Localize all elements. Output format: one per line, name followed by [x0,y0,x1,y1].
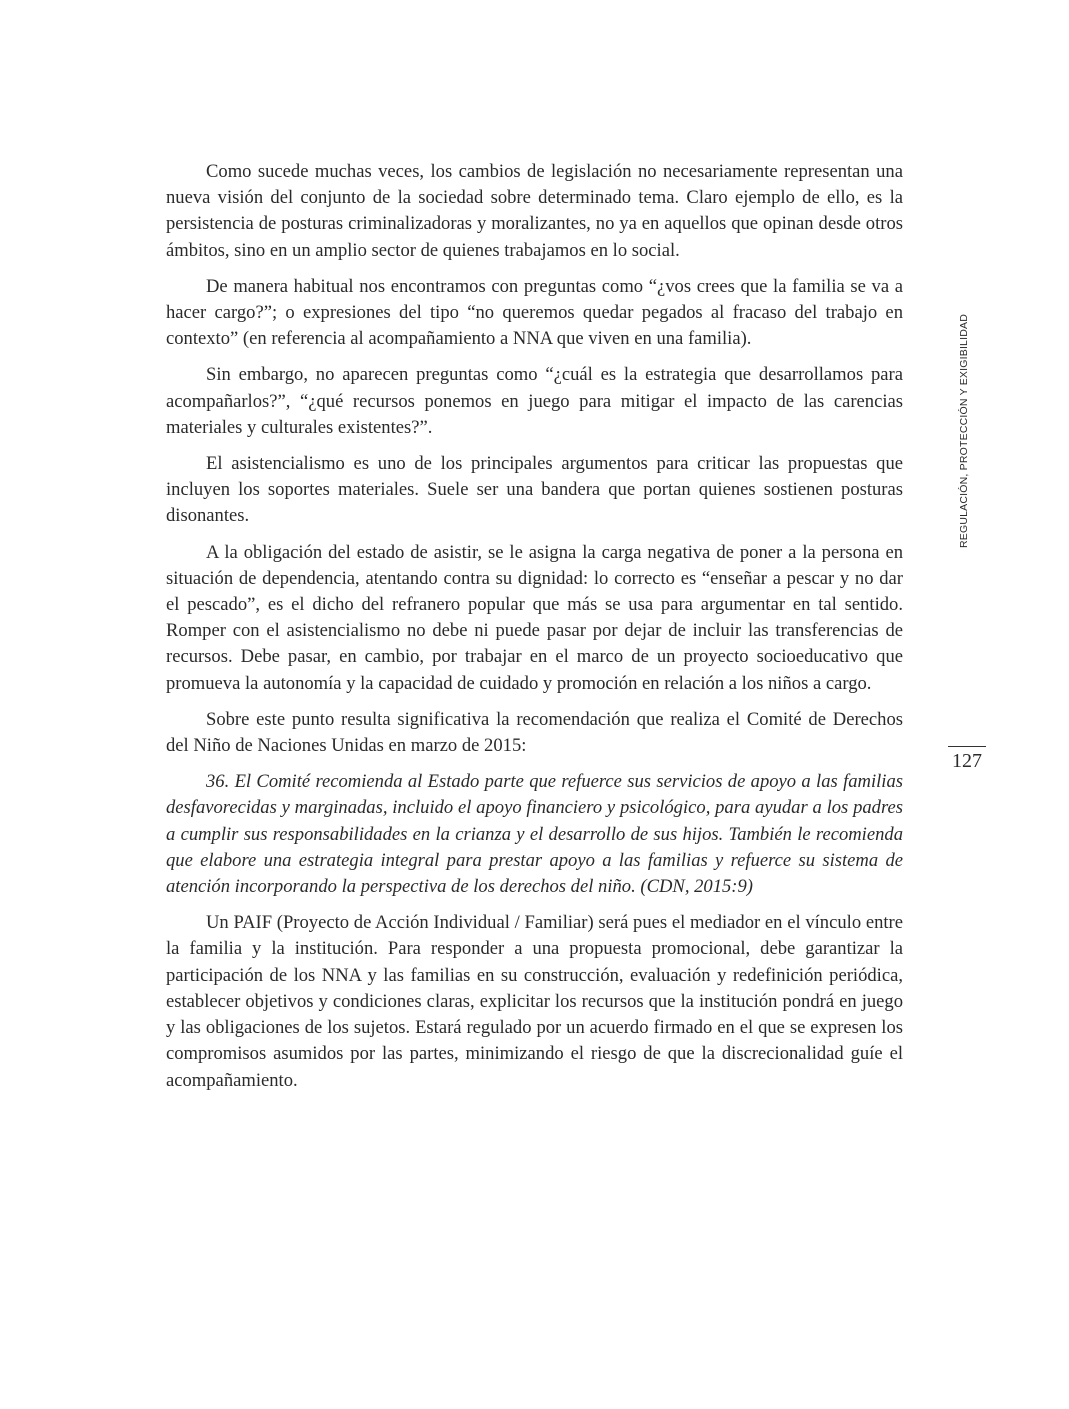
body-text [166,159,903,1104]
paragraph-legislation: Como sucede muchas veces, los cambios de legislación no necesariamente representan una nueva visión del conjunto de la sociedad sobre determinado tema. Claro ejemplo de ello, es la persistencia de posturas criminalizadoras y moralizantes, no ya en aquellos que opinan desde otros ámbitos, sino en un amplio sector de quienes trabajamos en lo social. [166,161,903,261]
paragraph-asistencialismo: El asistencialismo es uno de los principales argumentos para criticar las propuestas que incluyen los soportes materiales. Suele ser una bandera que portan quienes sostienen posturas disonantes. [166,453,903,527]
paragraph-paif: Un PAIF (Proyecto de Acción Individual / Familiar) será pues el mediador en el vínculo entre la familia y la institución. Para responder a una propuesta promocional, debe garantizar la participación de los NNA y las familias en su construcción, evaluación y redefinición periódica, establecer objetivos y condiciones claras, explicitar los recursos que la institución pondrá en juego y las obligaciones de los sujetos. Estará regulado por un acuerdo firmado en el que se expresen los compromisos asumidos por las partes, minimizando el riesgo de que la discrecionalidad guíe el acompañamiento. [166,912,903,1091]
page-number: 127 [948,746,986,773]
running-header-text: REGULACIÓN, PROTECCIÓN Y EXIGIBILIDAD [958,314,971,548]
paragraph-state-obligation: A la obligación del estado de asistir, se le asigna la carga negativa de poner a la persona en situación de dependencia, atentando contra su dignidad: lo correcto es “enseñar a pescar y no dar el pescado”, es el dicho del refranero popular que más se usa para argumentar en tal sentido. Romper con el asistencialismo no debe ni puede pasar por dejar de incluir las transferencias de recursos. Debe pasar, en cambio, por trabajar en el marco de un proyecto socioeducativo que promueva la autonomía y la capacidad de cuidado y promoción en relación a los niños a cargo. [166,541,903,694]
paragraph-habitual-questions: De manera habitual nos encontramos con preguntas como “¿vos crees que la familia se va a hacer cargo?”; o expresiones del tipo “no queremos quedar pegados al fracaso del trabajo en contexto” (en referencia al acompañamiento a NNA que viven en una familia). [166,275,903,350]
committee-quote: 36. El Comité recomienda al Estado parte que refuerce sus servicios de apoyo a las familias desfavorecidas y marginadas, incluido el apoyo financiero y psicológico, para ayudar a los padres a cumplir sus responsabilidades en la crianza y el desarrollo de sus hijos. También le recomienda que elabore una estrategia integral para prestar apoyo a las familias y refuerce su sistema de atención incorporando la perspectiva de los derechos del niño. (CDN, 2015:9) [166,771,903,898]
paragraph-missing-questions: Sin embargo, no aparecen preguntas como “¿cuál es la estrategia que desarrollamos para acompañarlos?”, “¿qué recursos ponemos en juego para mitigar el impacto de las carencias materiales y culturales existentes?”. [166,364,903,438]
running-header [953,300,975,562]
paragraph-committee-intro: Sobre este punto resulta significativa la recomendación que realiza el Comité de Derechos del Niño de Naciones Unidas en marzo de 2015: [166,708,903,757]
